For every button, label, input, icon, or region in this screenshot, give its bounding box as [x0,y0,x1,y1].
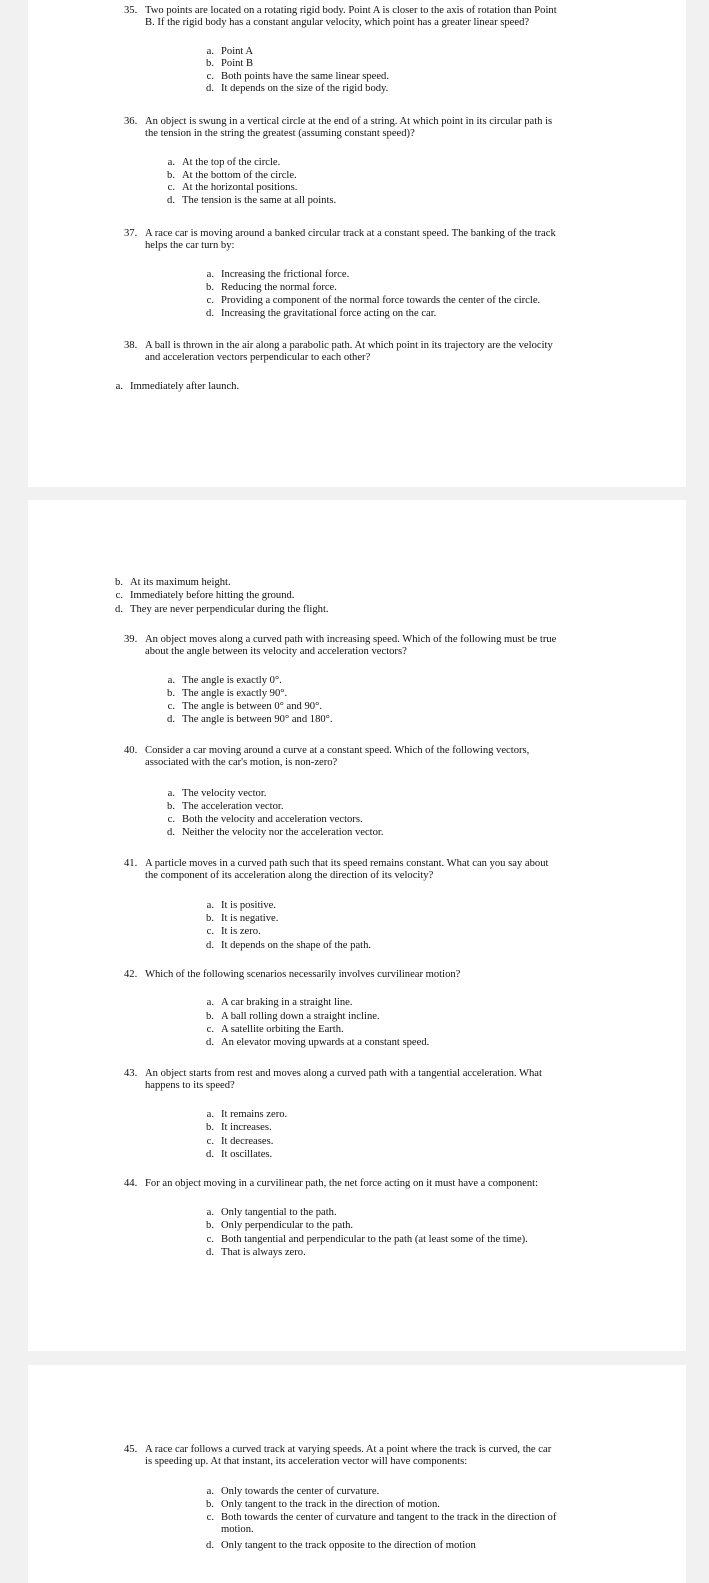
document-page-1: 35. Two points are located on a rotating rigid body. Point A is closer to the axis of rotation than Point B. If the rigid body has a constant angular velocity, which point has a greater linear speed? a. Point A b. Point B c. Both points have the same linear speed. d. It depends on the size of the rigid body. 36. An object is swung in a vertical circle at the end of a string. At which point in its circular path is the tension in the string the greatest (assuming constant speed)? a. At the top of the circle. b. At the bottom of the circle. c. At the horizontal positions. d. The tension is the same at all points. 37. A race car is moving around a banked circular track at a constant speed. The banking of the track helps the car turn by: a. Increasing the frictional force. b. Reducing the normal force. c. Providing a component of the normal force towards the center of the circle. d. Increasing the gravitational force acting on the car. 38. A ball is thrown in the air along a parabolic path. At which point in its trajectory are the velocity and acceleration vectors perpendicular to each other? a. Immediately after launch. [28,0,686,487]
document-page-2: b. At its maximum height. c. Immediately before hitting the ground. d. They are never perpendicular during the flight. 39. An object moves along a curved path with increasing speed. Which of the following must be true about the angle between its velocity and acceleration vectors? a. The angle is exactly 0°. b. The angle is exactly 90°. c. The angle is between 0° and 90°. d. The angle is between 90° and 180°. 40. Consider a car moving around a curve at a constant speed. Which of the following vectors, associated with the car's motion, is non-zero? a. The velocity vector. b. The acceleration vector. c. Both the velocity and acceleration vectors. d. Neither the velocity nor the acceleration vector. 41. A particle moves in a curved path such that its speed remains constant. What can you say about the component of its acceleration along the direction of its velocity? a. It is positive. b. It is negative. c. It is zero. d. It depends on the shape of the path. 42. Which of the following scenarios necessarily involves curvilinear motion? a. A car braking in a straight line. b. A ball rolling down a straight incline. c. A satellite orbiting the Earth. d. An elevator moving upwards at a constant speed. 43. An object starts from rest and moves along a curved path with a tangential acceleration. What happens to its speed? a. It remains zero. b. It increases. c. It decreases. d. It oscillates. 44. For an object moving in a curvilinear path, the net force acting on it must have a component: a. Only tangential to the path. b. Only perpendicular to the path. c. Both tangential and perpendicular to the path (at least some of the time). d. That is always zero. [28,500,686,1351]
document-page-3: 45. A race car follows a curved track at varying speeds. At a point where the track is curved, the car is speeding up. At that instant, its acceleration vector will have components: a. Only towards the center of curvature. b. Only tangent to the track in the direction of motion. c. Both towards the center of curvature and tangent to the track in the direction of motion. d. Only tangent to the track opposite to the direction of motion [28,1365,686,1583]
question-number: 35. [124,5,138,16]
